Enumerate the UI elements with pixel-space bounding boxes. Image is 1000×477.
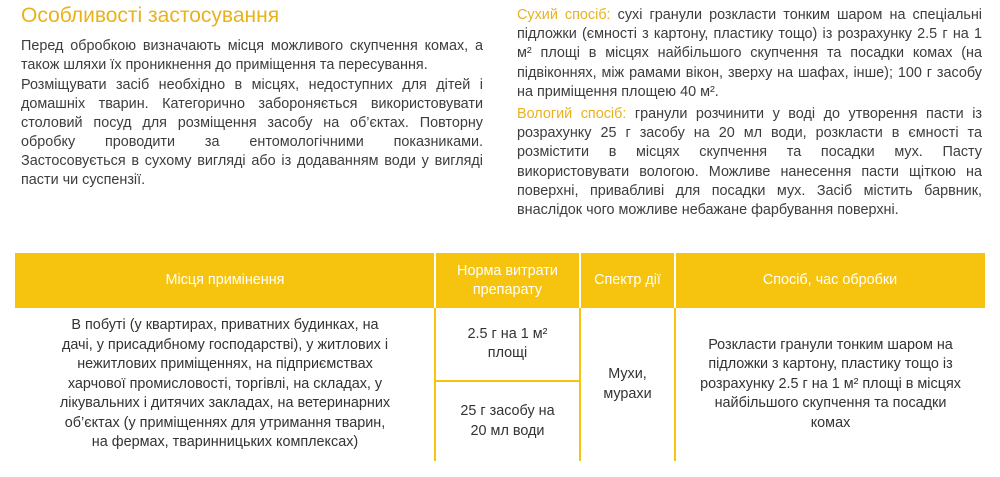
dry-method-label: Сухий спосіб: xyxy=(517,7,611,23)
left-column xyxy=(21,37,483,190)
header-spectrum xyxy=(580,253,675,308)
wet-method-paragraph xyxy=(517,105,982,220)
cell-place-text: В побуті (у квартирах, приватних будинках, на дачі, у присадибному господарстві), у житлових і нежитлових приміщеннях, на підприємствах харчової промисловості, торгівлі, на складах, у лікувальних і дитячих закладах, на ветеринарних об’єктах (у приміщеннях для утримання тварин, на фермах, тваринницьких комплексах) xyxy=(59,317,391,451)
placement-paragraph: Розміщувати засіб необхідно в місцях, недоступних для дітей і домашніх тварин. Категорично забороняється використовувати столовий посуд для розміщення засобу на об’єктах. Повторну обробку проводити за ентомологічними показниками. Застосовується в сухому вигляді або із додаванням води у вигляді пасти чи суспензії. xyxy=(21,77,483,188)
header-place xyxy=(15,253,435,308)
cell-rate-wet xyxy=(436,382,579,461)
header-rate xyxy=(435,253,580,308)
header-place-label: Місця примінення xyxy=(165,272,285,288)
wet-method-label: Вологий спосіб: xyxy=(517,106,627,123)
cell-spectrum-text: Мухи, мурахи xyxy=(603,366,652,402)
header-divider xyxy=(674,253,676,308)
dry-method-text: сухі гранули розкласти тонким шаром на спеціальні підложки (ємності з картону, пластику тощо) із розрахунку 2.5 г на 1 м² площі в місцях найбільшого скупчення та посадки комах (на підвіконнях, між рамами вікон, зверху на шафах, інше); 100 г засобу на приміщення площею 40 м². xyxy=(517,7,982,100)
dry-method-paragraph xyxy=(517,6,982,102)
header-rate-label: Норма витрати препарату xyxy=(457,262,558,298)
header-method xyxy=(675,253,985,308)
right-column xyxy=(517,6,982,220)
cell-place xyxy=(15,308,435,461)
header-divider xyxy=(434,253,436,308)
header-divider xyxy=(579,253,581,308)
wet-method-text: гранули розчинити у воді до утворення пасти із розрахунку 25 г засобу на 20 мл води, розкласти в ємності та розмістити в місцях скупчення та посадки мух. Пасту використовувати вологою. Можливе нанесення пасти щіткою на поверхні, привабливі для посадки мух. Засіб містить барвник, внаслідок чого можливе небажане фарбування поверхні. xyxy=(517,106,982,219)
usage-table xyxy=(15,253,985,461)
header-spectrum-label: Спектр дії xyxy=(594,272,661,288)
section-title: Особливості застосування xyxy=(21,4,280,27)
preparation-paragraph: Перед обробкою визначають місця можливого скупчення комах, а також шляхи їх проникнення до приміщення та пересування. xyxy=(21,38,483,73)
cell-spectrum xyxy=(581,308,674,461)
header-method-label: Спосіб, час обробки xyxy=(762,272,898,288)
cell-rate-wet-text: 25 г засобу на 20 мл води xyxy=(460,403,555,439)
cell-method-text: Розкласти гранули тонким шаром на підложки з картону, пластику тощо із розрахунку 2.5 г на 1 м² площі в місцях найбільшого скупчення та посадки комах xyxy=(700,336,961,431)
cell-rate-dry xyxy=(436,308,579,380)
cell-rate-dry-text: 2.5 г на 1 м² площі xyxy=(467,325,548,361)
cell-method xyxy=(676,308,985,461)
